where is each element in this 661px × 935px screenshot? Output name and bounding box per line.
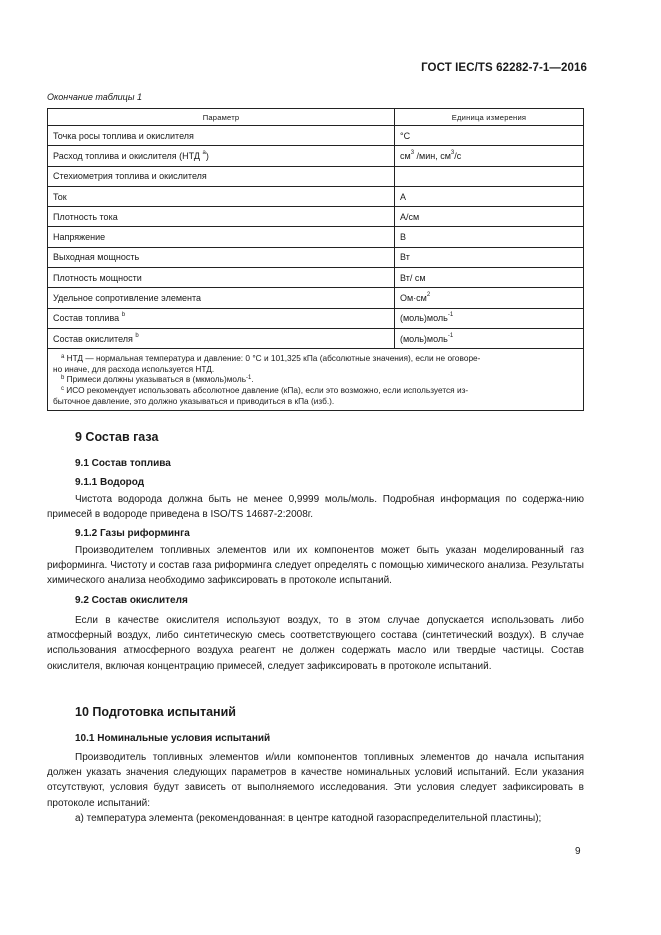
list-item-a: а) температура элемента (рекомендованная: в центре катодной газораспределительной пластины); bbox=[75, 812, 542, 824]
cell-unit: (моль)моль$^{-1}$ bbox=[395, 308, 584, 328]
cell-param: Напряжение bbox=[48, 227, 395, 247]
cell-param: Плотность мощности bbox=[48, 268, 395, 288]
section-9-2-text: Если в качестве окислителя используют воздух, то в этом случае допускается использовать либо атмосферный воздух, либо синтетическую смесь соответствующего состава (синтетический воздух). В случае использования атмосферного воздуха реагент не должен содержать масло или твердые частицы. Состав окислителя, включая концентрацию примесей, следует зафиксировать в протоколе испытаний. bbox=[47, 615, 584, 672]
parameters-table bbox=[47, 108, 584, 411]
cell-param: Состав топлива $^b$ bbox=[48, 308, 395, 328]
table-row bbox=[48, 308, 584, 328]
page-number: 9 bbox=[575, 846, 581, 857]
standard-id: ГОСТ IEC/TS 62282-7-1—2016 bbox=[421, 62, 587, 74]
section-9-1-2-heading: 9.1.2 Газы риформинга bbox=[75, 528, 190, 539]
cell-unit: А/см bbox=[395, 207, 584, 227]
cell-param: Удельное сопротивление элемента bbox=[48, 288, 395, 308]
section-9-1-2-text: Производителем топливных элементов или их компонентов может быть указан моделированный газ риформинга. Чистоту и состав газа риформинга следует определять с помощью химического анализа. Результаты химического анализа необходимо зафиксировать в протоколе испытаний. bbox=[47, 545, 584, 587]
cell-param: Состав окислителя $^b$ bbox=[48, 328, 395, 348]
col-header-parameter: Параметр bbox=[48, 109, 395, 126]
cell-param: Выходная мощность bbox=[48, 247, 395, 267]
section-9-1-1-text: Чистота водорода должна быть не менее 0,9999 моль/моль. Подробная информация по содержа-нию примесей в водороде приведена в ISO/TS 14687-2:2008г. bbox=[47, 494, 584, 521]
cell-param: Плотность тока bbox=[48, 207, 395, 227]
table-row bbox=[48, 227, 584, 247]
cell-unit: °С bbox=[395, 126, 584, 146]
table-footnotes-row bbox=[48, 349, 584, 411]
section-9-2-heading: 9.2 Состав окислителя bbox=[75, 595, 188, 606]
table-row bbox=[48, 288, 584, 308]
footnote-b: $^b$ Примеси должны указываться в (мкмоль)моль$^{-1}$. bbox=[61, 374, 254, 385]
section-10-1-heading: 10.1 Номинальные условия испытаний bbox=[75, 733, 271, 744]
cell-unit: А bbox=[395, 186, 584, 206]
section-9-1-heading: 9.1 Состав топлива bbox=[75, 458, 171, 469]
table-caption: Окончание таблицы 1 bbox=[47, 92, 142, 102]
table-row bbox=[48, 247, 584, 267]
col-header-unit: Единица измерения bbox=[395, 109, 584, 126]
cell-param: Стехиометрия топлива и окислителя bbox=[48, 166, 395, 186]
footnote-c: $^c$ ИСО рекомендует использовать абсолютное давление (кПа), если это возможно, если используется из- bbox=[61, 385, 469, 396]
cell-unit: Вт/ см bbox=[395, 268, 584, 288]
footnote-a: $^a$ НТД — нормальная температура и давление: 0 °С и 101,325 кПа (абсолютные значения), если не оговоре- bbox=[61, 353, 481, 364]
section-10-1-text: Производитель топливных элементов и/или компонентов топливных элементов до начала испытания должен указать значения следующих параметров в качестве номинальных условий испытаний. Если указания отсутствуют, условия будут зависеть от выполняемого исследования. Эти условия следует зафиксировать в протоколе испытаний: а) температура элемента (рекомендованная: в центре катодной газораспределительной пластины); bbox=[47, 750, 584, 826]
section-9-heading: 9 Состав газа bbox=[75, 430, 159, 444]
cell-unit: $Ом\cdot см^2$ bbox=[395, 288, 584, 308]
table-row bbox=[48, 328, 584, 348]
table-row bbox=[48, 146, 584, 166]
section-9-1-1-heading: 9.1.1 Водород bbox=[75, 477, 145, 488]
table-row bbox=[48, 186, 584, 206]
table-row bbox=[48, 268, 584, 288]
table-row bbox=[48, 166, 584, 186]
table-header-row bbox=[48, 109, 584, 126]
cell-param: Точка росы топлива и окислителя bbox=[48, 126, 395, 146]
footnote-c-cont: быточное давление, это должно указываться и приводиться в кПа (изб.). bbox=[53, 395, 335, 406]
cell-param: Расход топлива и окислителя (НТД $^a$) bbox=[48, 146, 395, 166]
table-footnotes bbox=[48, 349, 584, 411]
cell-unit: Вт bbox=[395, 247, 584, 267]
cell-unit: $см^3$ /мин, $см^3/с$ bbox=[395, 146, 584, 166]
table-row bbox=[48, 207, 584, 227]
section-10-heading: 10 Подготовка испытаний bbox=[75, 705, 236, 719]
cell-unit: В bbox=[395, 227, 584, 247]
cell-unit bbox=[395, 166, 584, 186]
footnote-a-cont: но иначе, для расхода используется НТД. bbox=[53, 363, 215, 374]
table-row bbox=[48, 126, 584, 146]
cell-unit: (моль)моль$^{-1}$ bbox=[395, 328, 584, 348]
cell-param: Ток bbox=[48, 186, 395, 206]
